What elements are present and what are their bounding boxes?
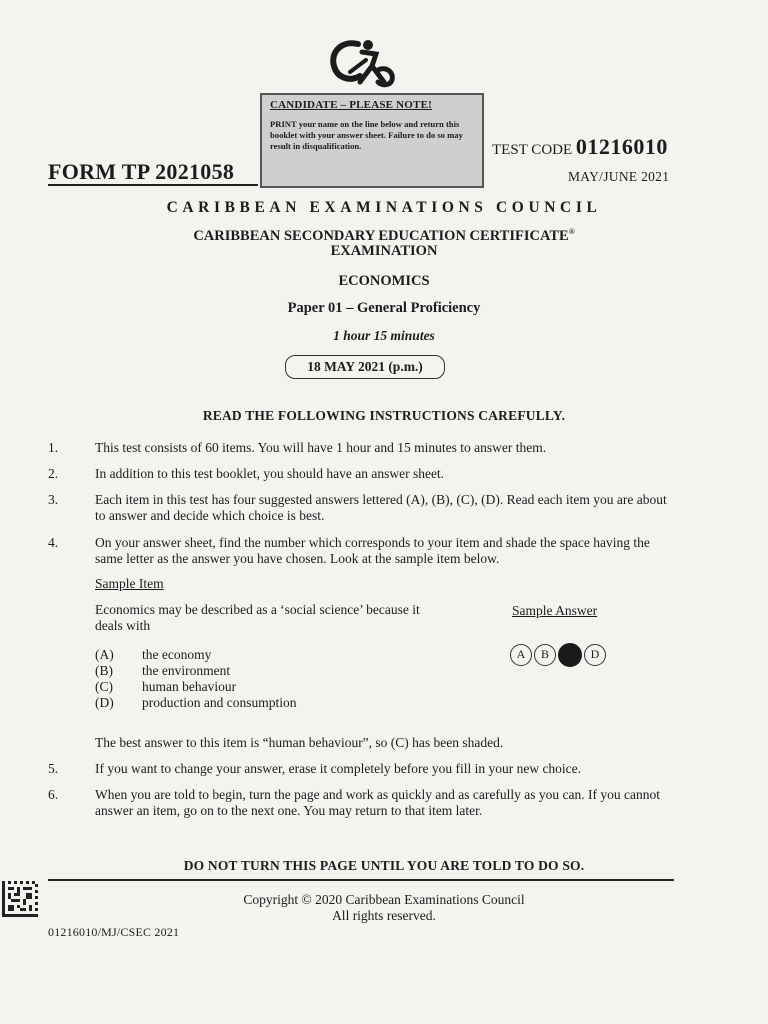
option-letter: (D) — [95, 695, 114, 710]
certificate-line1: CARIBBEAN SECONDARY EDUCATION CERTIFICATE — [193, 227, 569, 244]
option-letter: (A) — [95, 647, 114, 662]
cxc-logo — [328, 38, 396, 88]
duration: 1 hour 15 minutes — [333, 328, 435, 343]
test-code — [492, 134, 668, 160]
exam-sitting: MAY/JUNE 2021 — [568, 169, 670, 184]
option-text: the environment — [142, 663, 231, 678]
instruction-text: Each item in this test has four suggested answers lettered (A), (B), (C), (D). Read each item you are about to answer and decide which choice is best. — [95, 492, 667, 523]
sample-answer-bubbles — [510, 644, 606, 667]
footer-code: 01216010/MJ/CSEC 2021 — [48, 925, 180, 939]
paper-title: Paper 01 – General Proficiency — [287, 300, 481, 316]
instruction-text: When you are told to begin, turn the page and work as quickly and as carefully as you can. If you cannot answer an item, go on to the next one. You may return to that item later. — [95, 787, 660, 818]
sample-item-stem: Economics may be described as a ‘social science’ because it deals with — [95, 602, 420, 633]
option-text: production and consumption — [142, 695, 297, 710]
option-text: human behaviour — [142, 679, 237, 694]
notice-body: PRINT your name on the line below and return this booklet with your answer sheet. Failure to do so may result in disqualification. — [270, 119, 463, 151]
sample-option — [95, 679, 296, 695]
instructions-heading: READ THE FOLLOWING INSTRUCTIONS CAREFULLY. — [202, 408, 566, 423]
instruction-number: 1. — [48, 440, 59, 455]
exam-date: 18 MAY 2021 (p.m.) — [285, 355, 445, 379]
footer-rule — [48, 879, 674, 881]
form-number: FORM TP 2021058 — [48, 159, 235, 184]
sample-option — [95, 647, 296, 663]
answer-bubble-a: A — [510, 644, 532, 666]
instruction-number: 6. — [48, 787, 59, 802]
sample-option — [95, 695, 296, 711]
sample-explanation: The best answer to this item is “human behaviour”, so (C) has been shaded. — [95, 735, 504, 750]
instruction-number: 5. — [48, 761, 59, 776]
test-code-value: 01216010 — [575, 134, 668, 159]
candidate-notice-box — [260, 93, 484, 188]
form-underline — [48, 184, 258, 186]
council-name: CARIBBEAN EXAMINATIONS COUNCIL — [166, 199, 602, 216]
instruction-text: On your answer sheet, find the number which corresponds to your item and shade the space having the same letter as the answer you have chosen. Look at the sample item below. — [95, 535, 650, 566]
option-letter: (B) — [95, 663, 113, 678]
subject-title: ECONOMICS — [338, 273, 430, 289]
answer-bubble-b: B — [534, 644, 556, 666]
answer-bubble-d: D — [584, 644, 606, 666]
registered-mark: ® — [568, 227, 575, 236]
sample-item-label: Sample Item — [95, 576, 164, 591]
do-not-turn-notice: DO NOT TURN THIS PAGE UNTIL YOU ARE TOLD TO DO SO. — [183, 858, 585, 873]
answer-bubble-c-shaded — [558, 643, 582, 667]
instruction-text: If you want to change your answer, erase it completely before you fill in your new choice. — [95, 761, 582, 776]
instruction-text: This test consists of 60 items. You will have 1 hour and 15 minutes to answer them. — [95, 440, 547, 455]
instruction-number: 4. — [48, 535, 59, 550]
copyright-line1: Copyright © 2020 Caribbean Examinations Council — [243, 892, 525, 907]
sample-option — [95, 663, 296, 679]
test-code-label: TEST CODE — [492, 142, 573, 158]
copyright-line2: All rights reserved. — [332, 908, 436, 923]
option-text: the economy — [142, 647, 212, 662]
option-letter: (C) — [95, 679, 113, 694]
sample-options — [95, 647, 296, 711]
notice-title: CANDIDATE – PLEASE NOTE! — [270, 99, 432, 111]
copyright — [0, 892, 768, 924]
certificate-line2: EXAMINATION — [330, 242, 438, 259]
instruction-text: In addition to this test booklet, you should have an answer sheet. — [95, 466, 445, 481]
certificate-title — [0, 224, 768, 259]
instruction-number: 3. — [48, 492, 59, 507]
instruction-number: 2. — [48, 466, 59, 481]
sample-answer-label: Sample Answer — [512, 603, 598, 618]
